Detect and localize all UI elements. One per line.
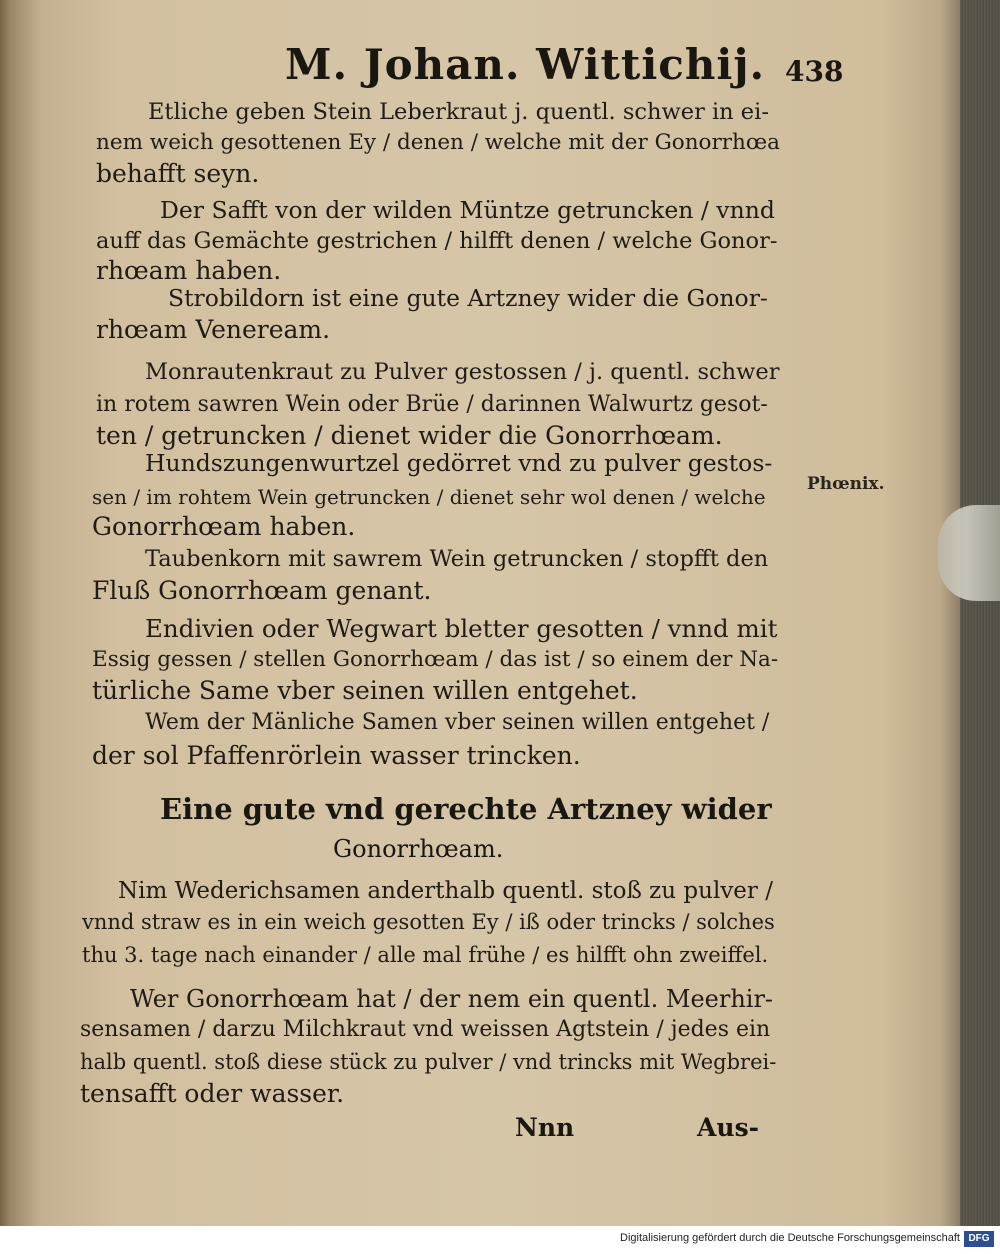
text-line: Hundszungenwurtzel gedörret vnd zu pulver gestos- <box>145 449 773 477</box>
text-line: Nim Wederichsamen anderthalb quentl. stoß zu pulver / <box>118 878 773 904</box>
text-line: Etliche geben Stein Leberkraut j. quentl. schwer in ei- <box>148 99 769 125</box>
text-line: rhœam Veneream. <box>96 315 331 344</box>
text-line: Fluß Gonorrhœam genant. <box>92 576 432 605</box>
text-line: Der Safft von der wilden Müntze getruncken / vnnd <box>160 196 775 224</box>
bookmark-tab <box>938 505 1000 601</box>
text-line: der sol Pfaffenrörlein wasser trincken. <box>92 741 581 770</box>
footer-credit: Digitalisierung gefördert durch die Deutsche Forschungsgemeinschaft <box>620 1232 960 1244</box>
text-line: Gonorrhœam haben. <box>92 512 356 541</box>
text-line: Monrautenkraut zu Pulver gestossen / j. quentl. schwer <box>145 359 780 385</box>
text-line: Wem der Mänliche Samen vber seinen willen entgehet / <box>145 710 770 735</box>
section-title: Eine gute vnd gerechte Artzney wider <box>160 792 772 826</box>
catchword: Aus- <box>697 1113 760 1142</box>
section-subtitle: Gonorrhœam. <box>333 835 504 863</box>
text-line: rhœam haben. <box>96 256 282 285</box>
text-line: sen / im rohtem Wein getruncken / dienet sehr wol denen / welche <box>92 485 766 509</box>
text-line: Endivien oder Wegwart bletter gesotten / vnnd mit <box>145 614 778 643</box>
text-line: halb quentl. stoß diese stück zu pulver / vnd trincks mit Wegbrei- <box>80 1050 777 1074</box>
text-line: tensafft oder wasser. <box>80 1079 345 1108</box>
text-line: nem weich gesottenen Ey / denen / welche mit der Gonorrhœa <box>96 130 780 155</box>
text-line: auff das Gemächte gestrichen / hilfft denen / welche Gonor- <box>96 228 778 254</box>
text-line: ten / getruncken / dienet wider die Gonorrhœam. <box>96 421 723 450</box>
text-line: vnnd straw es in ein weich gesotten Ey / iß oder trincks / solches <box>82 910 775 934</box>
text-line: thu 3. tage nach einander / alle mal frühe / es hilfft ohn zweiffel. <box>82 943 769 967</box>
page-number: 438 <box>785 55 844 88</box>
running-title: M. Johan. Wittichij. <box>285 40 766 89</box>
margin-note: Phœnix. <box>807 474 885 494</box>
dfg-logo: DFG <box>964 1231 994 1247</box>
text-line: Essig gessen / stellen Gonorrhœam / das ist / so einem der Na- <box>92 647 779 672</box>
text-line: Strobildorn ist eine gute Artzney wider die Gonor- <box>168 284 768 312</box>
text-line: behafft seyn. <box>96 159 260 188</box>
text-line: Wer Gonorrhœam hat / der nem ein quentl. Meerhir- <box>130 985 774 1013</box>
page-edges <box>960 0 1000 1226</box>
signature-mark: Nnn <box>515 1113 575 1142</box>
text-line: in rotem sawren Wein oder Brüe / darinnen Walwurtz gesot- <box>96 392 768 417</box>
text-line: Taubenkorn mit sawrem Wein getruncken / stopfft den <box>145 546 769 572</box>
text-line: sensamen / darzu Milchkraut vnd weissen Agtstein / jedes ein <box>80 1017 771 1042</box>
footer-bar <box>0 1226 1000 1254</box>
text-line: türliche Same vber seinen willen entgehet. <box>92 676 638 705</box>
